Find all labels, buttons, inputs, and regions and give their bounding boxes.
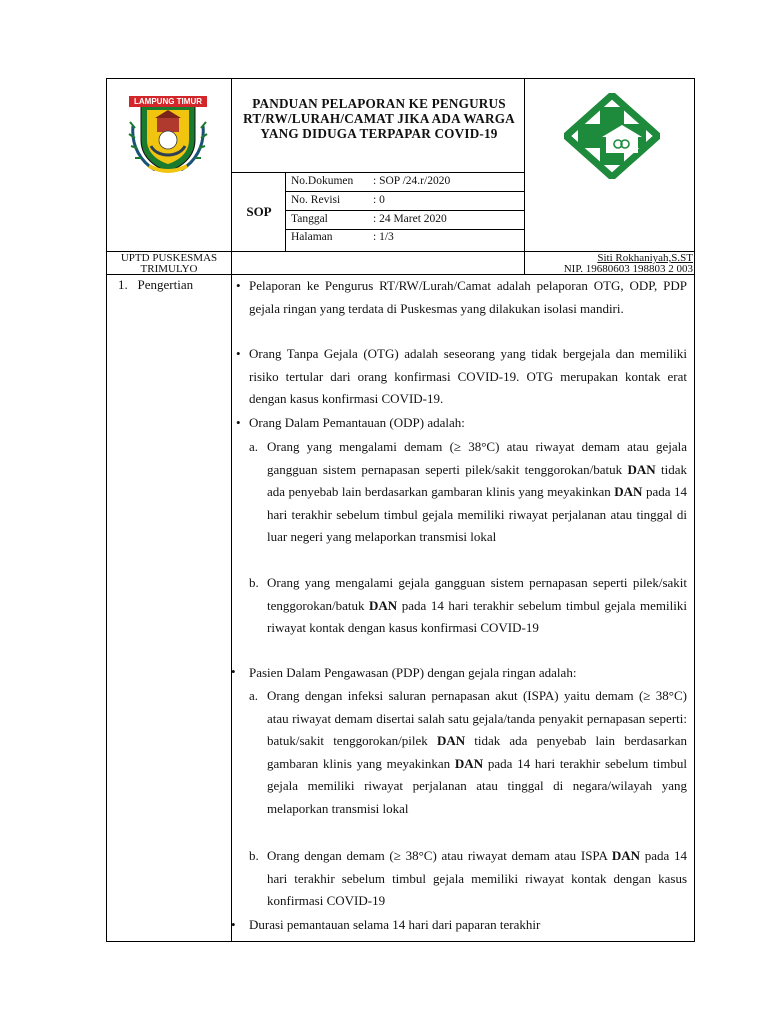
org-name-line1: UPTD PUSKESMAS: [120, 252, 218, 264]
paragraph-durasi: Durasi pemantauan selama 14 hari dari paparan terakhir: [249, 917, 541, 932]
paragraph-pdp-intro: Pasien Dalam Pengawasan (PDP) dengan gejala ringan adalah:: [249, 665, 577, 680]
signer-name: Siti Rokhaniyah,S.ST: [597, 252, 693, 264]
pdp-item-a: Orang dengan infeksi saluran pernapasan akut (ISPA) yaitu demam (≥ 38°C) atau riwayat demam disertai salah satu gejala/tanda penyakit pernapasan seperti: batuk/sakit tenggorokan/pilek DAN tidak ada penyebab lain berdasarkan gambaran klinis yang meyakinkan DAN pada 14 hari terakhir sebelum timbul gejala memiliki riwayat perjalanan atau tinggal di negara/wilayah yang melaporkan transmisi lokal: [267, 688, 687, 816]
odp-item-a: Orang yang mengalami demam (≥ 38°C) atau riwayat demam atau gejala gangguan sistem pernapasan seperti pilek/sakit tenggorokan/batuk DAN tidak ada penyebab lain berdasarkan gambaran klinis yang meyakinkan DAN pada 14 hari terakhir sebelum timbul gejala memiliki riwayat perjalanan atau tinggal di luar negeri yang melaporkan transmisi lokal: [267, 439, 687, 545]
table-border-top: [106, 78, 695, 79]
lampung-timur-logo: [127, 96, 209, 176]
table-border-bottom: [106, 941, 695, 942]
logo-banner: LAMPUNG TIMUR: [129, 96, 207, 107]
table-border-left: [106, 78, 107, 942]
sop-col-divider: [285, 172, 286, 252]
pdp-item-b-letter: b.: [249, 848, 259, 863]
meta-label-tanggal: Tanggal: [291, 213, 328, 225]
section-label: 1. Pengertian: [118, 277, 194, 292]
meta-row-1-bottom: [285, 191, 525, 192]
pdp-item-a-letter: a.: [249, 688, 259, 703]
paragraph-pelaporan: Pelaporan ke Pengurus RT/RW/Lurah/Camat adalah pelaporan OTG, ODP, PDP gejala ringan yang terdata di Puskesmas yang dilakukan isolasi mandiri.: [249, 278, 687, 316]
org-name-line2: TRIMULYO: [140, 263, 198, 275]
meta-value-tanggal: : 24 Maret 2020: [373, 213, 447, 225]
sop-label: SOP: [246, 204, 272, 219]
table-border-right: [694, 78, 695, 942]
meta-label-revisi: No. Revisi: [291, 194, 341, 206]
paragraph-otg: Orang Tanpa Gejala (OTG) adalah seseorang yang tidak bergejala dan memiliki risiko tertular dari orang konfirmasi COVID-19. OTG merupakan kontak erat dengan kasus konfirmasi COVID-19.: [249, 346, 687, 407]
odp-item-b-letter: b.: [249, 575, 259, 590]
meta-label-nodokumen: No.Dokumen: [291, 175, 354, 187]
meta-value-halaman: : 1/3: [373, 231, 394, 243]
bullet-1: •: [236, 278, 241, 293]
pdp-item-b: Orang dengan demam (≥ 38°C) atau riwayat demam atau ISPA DAN pada 14 hari terakhir sebelum timbul gejala memiliki riwayat kontak dengan kasus konfirmasi COVID-19: [267, 848, 687, 909]
signer-nip: NIP. 19680603 198803 2 003: [563, 263, 693, 275]
meta-row-2-bottom: [285, 210, 525, 211]
bullet-2: •: [236, 346, 241, 361]
odp-item-b: Orang yang mengalami gejala gangguan sistem pernapasan seperti pilek/sakit tenggorokan/batuk DAN pada 14 hari terakhir sebelum timbul gejala memiliki riwayat kontak dengan kasus konfirmasi COVID-19: [267, 575, 687, 636]
bullet-3: •: [236, 415, 241, 430]
bullet-5: •: [231, 917, 236, 932]
title-row-divider: [231, 172, 525, 173]
paragraph-odp-intro: Orang Dalam Pemantauan (ODP) adalah:: [249, 415, 465, 430]
odp-item-a-letter: a.: [249, 439, 259, 454]
puskesmas-logo: [564, 93, 660, 179]
meta-value-nodokumen: : SOP /24.r/2020: [373, 175, 451, 187]
meta-label-halaman: Halaman: [291, 231, 333, 243]
document-title: PANDUAN PELAPORAN KE PENGURUS RT/RW/LURAH/CAMAT JIKA ADA WARGA YANG DIDUGA TERPAPAR COVID-19: [243, 96, 515, 141]
table-col-divider-1: [231, 78, 232, 942]
meta-value-revisi: : 0: [373, 194, 385, 206]
table-col-divider-2: [524, 78, 525, 274]
bullet-4: •: [231, 664, 236, 679]
